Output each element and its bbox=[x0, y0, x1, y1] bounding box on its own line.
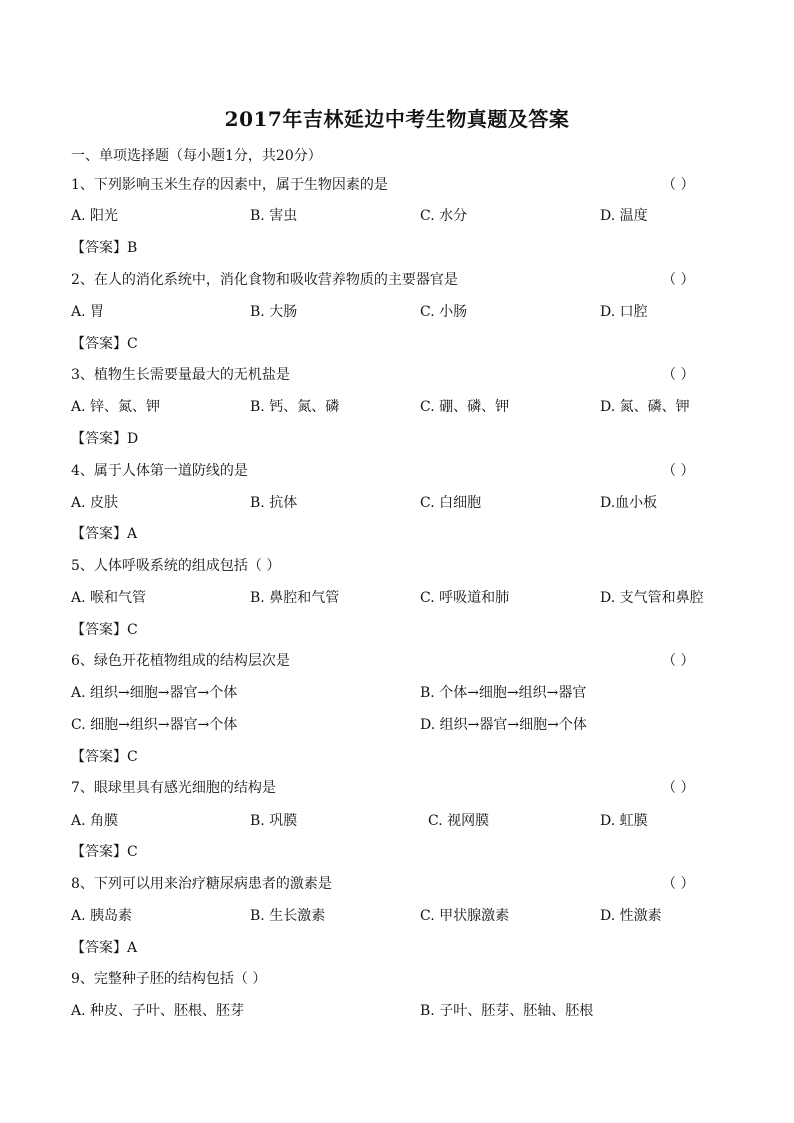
question-1-stem: 1、下列影响玉米生存的因素中，属于生物因素的是 bbox=[71, 177, 388, 193]
question-4-stem: 4、属于人体第一道防线的是 bbox=[71, 463, 248, 479]
question-1-answer bbox=[71, 237, 137, 259]
question-8-option-b: B. 生长激素 bbox=[250, 908, 326, 924]
question-2-stem: 2、在人的消化系统中，消化食物和吸收营养物质的主要器官是 bbox=[71, 272, 458, 288]
answer-label: 【答案】 bbox=[71, 526, 127, 542]
section-heading: 一、单项选择题（每小题1分，共20分） bbox=[71, 148, 322, 164]
question-2-option-d: D. 口腔 bbox=[600, 304, 648, 320]
question-8-answer bbox=[71, 937, 137, 959]
question-2-blank: （ ） bbox=[662, 272, 695, 288]
question-9-option-a: A. 种皮、子叶、胚根、胚芽 bbox=[71, 1003, 245, 1019]
answer-value: C bbox=[127, 844, 138, 860]
answer-value: A bbox=[127, 940, 138, 956]
answer-label: 【答案】 bbox=[71, 431, 127, 447]
answer-value: C bbox=[127, 749, 138, 765]
question-3-option-b: B. 钙、氮、磷 bbox=[250, 399, 340, 415]
answer-value: C bbox=[127, 622, 138, 638]
answer-value: B bbox=[127, 240, 138, 256]
question-6-blank: （ ） bbox=[662, 653, 695, 669]
question-7-stem: 7、眼球里具有感光细胞的结构是 bbox=[71, 780, 276, 796]
question-4-answer bbox=[71, 523, 137, 545]
answer-label: 【答案】 bbox=[71, 940, 127, 956]
question-7-option-a: A. 角膜 bbox=[71, 813, 119, 829]
question-2-option-a: A. 胃 bbox=[71, 304, 105, 320]
question-7-blank: （ ） bbox=[662, 780, 695, 796]
answer-label: 【答案】 bbox=[71, 844, 127, 860]
question-6-option-b: B. 个体→细胞→组织→器官 bbox=[420, 685, 587, 701]
answer-value: A bbox=[127, 526, 138, 542]
question-4-blank: （ ） bbox=[662, 463, 695, 479]
question-7-answer bbox=[71, 841, 138, 863]
question-9-option-b: B. 子叶、胚芽、胚轴、胚根 bbox=[420, 1003, 594, 1019]
question-3-option-d: D. 氮、磷、钾 bbox=[600, 399, 690, 415]
question-8-option-a: A. 胰岛素 bbox=[71, 908, 133, 924]
question-5-answer bbox=[71, 619, 138, 641]
question-8-option-d: D. 性激素 bbox=[600, 908, 662, 924]
question-5-option-b: B. 鼻腔和气管 bbox=[250, 590, 340, 606]
question-5-option-a: A. 喉和气管 bbox=[71, 590, 147, 606]
question-6-option-c: C. 细胞→组织→器官→个体 bbox=[71, 717, 238, 733]
answer-value: D bbox=[127, 431, 139, 447]
question-4-option-c: C. 白细胞 bbox=[420, 495, 482, 511]
question-4-option-b: B. 抗体 bbox=[250, 495, 298, 511]
answer-value: C bbox=[127, 336, 138, 352]
question-7-option-d: D. 虹膜 bbox=[600, 813, 648, 829]
question-5-stem: 5、人体呼吸系统的组成包括（ ） bbox=[71, 558, 281, 574]
question-7-option-b: B. 巩膜 bbox=[250, 813, 298, 829]
question-2-answer bbox=[71, 333, 138, 355]
question-8-blank: （ ） bbox=[662, 876, 695, 892]
answer-label: 【答案】 bbox=[71, 336, 127, 352]
question-3-option-a: A. 锌、氮、钾 bbox=[71, 399, 161, 415]
question-6-option-a: A. 组织→细胞→器官→个体 bbox=[71, 685, 238, 701]
question-4-option-a: A. 皮肤 bbox=[71, 495, 119, 511]
question-6-option-d: D. 组织→器官→细胞→个体 bbox=[420, 717, 587, 733]
question-7-option-c: C. 视网膜 bbox=[428, 813, 490, 829]
question-1-blank: （ ） bbox=[662, 177, 695, 193]
question-3-answer bbox=[71, 428, 138, 450]
question-3-blank: （ ） bbox=[662, 367, 695, 383]
answer-label: 【答案】 bbox=[71, 749, 127, 765]
question-1-option-c: C. 水分 bbox=[420, 208, 468, 224]
question-4-option-d: D.血小板 bbox=[600, 495, 658, 511]
question-5-option-c: C. 呼吸道和肺 bbox=[420, 590, 510, 606]
answer-label: 【答案】 bbox=[71, 240, 127, 256]
question-2-option-b: B. 大肠 bbox=[250, 304, 298, 320]
question-1-option-a: A. 阳光 bbox=[71, 208, 119, 224]
question-9-stem: 9、完整种子胚的结构包括（ ） bbox=[71, 971, 267, 987]
question-6-stem: 6、绿色开花植物组成的结构层次是 bbox=[71, 653, 290, 669]
page-title: 2017年吉林延边中考生物真题及答案 bbox=[224, 107, 570, 131]
question-1-option-b: B. 害虫 bbox=[250, 208, 298, 224]
answer-label: 【答案】 bbox=[71, 622, 127, 638]
question-1-option-d: D. 温度 bbox=[600, 208, 648, 224]
question-3-stem: 3、植物生长需要量最大的无机盐是 bbox=[71, 367, 290, 383]
question-2-option-c: C. 小肠 bbox=[420, 304, 468, 320]
question-3-option-c: C. 硼、磷、钾 bbox=[420, 399, 510, 415]
question-5-option-d: D. 支气管和鼻腔 bbox=[600, 590, 704, 606]
question-8-option-c: C. 甲状腺激素 bbox=[420, 908, 510, 924]
question-8-stem: 8、下列可以用来治疗糖尿病患者的激素是 bbox=[71, 876, 332, 892]
question-6-answer bbox=[71, 746, 138, 768]
